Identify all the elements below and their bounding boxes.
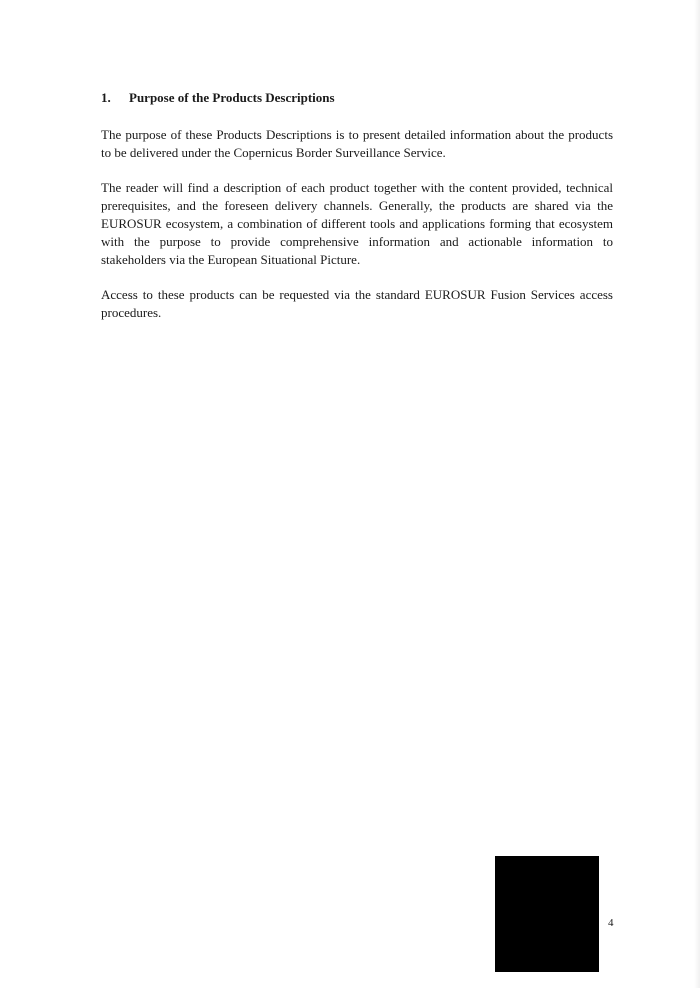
redaction-box	[495, 856, 599, 972]
page-content	[101, 89, 613, 339]
page-edge-shadow	[694, 0, 700, 988]
paragraph-purpose: The purpose of these Products Descriptions is to present detailed information about the products to be delivered under the Copernicus Border Surveillance Service.	[101, 127, 613, 160]
section-heading	[101, 89, 613, 107]
page-number: 4	[608, 917, 614, 929]
section-number: 1.	[101, 90, 111, 105]
section-title: Purpose of the Products Descriptions	[129, 90, 335, 105]
paragraph-access: Access to these products can be requested via the standard EUROSUR Fusion Services access procedures.	[101, 287, 613, 320]
paragraph-description: The reader will find a description of each product together with the content provided, technical prerequisites, and the foreseen delivery channels. Generally, the products are shared via the EUROSUR ecosystem, a combination of different tools and applications forming that ecosystem with the purpose to provide comprehensive information and actionable information to stakeholders via the European Situational Picture.	[101, 180, 613, 267]
